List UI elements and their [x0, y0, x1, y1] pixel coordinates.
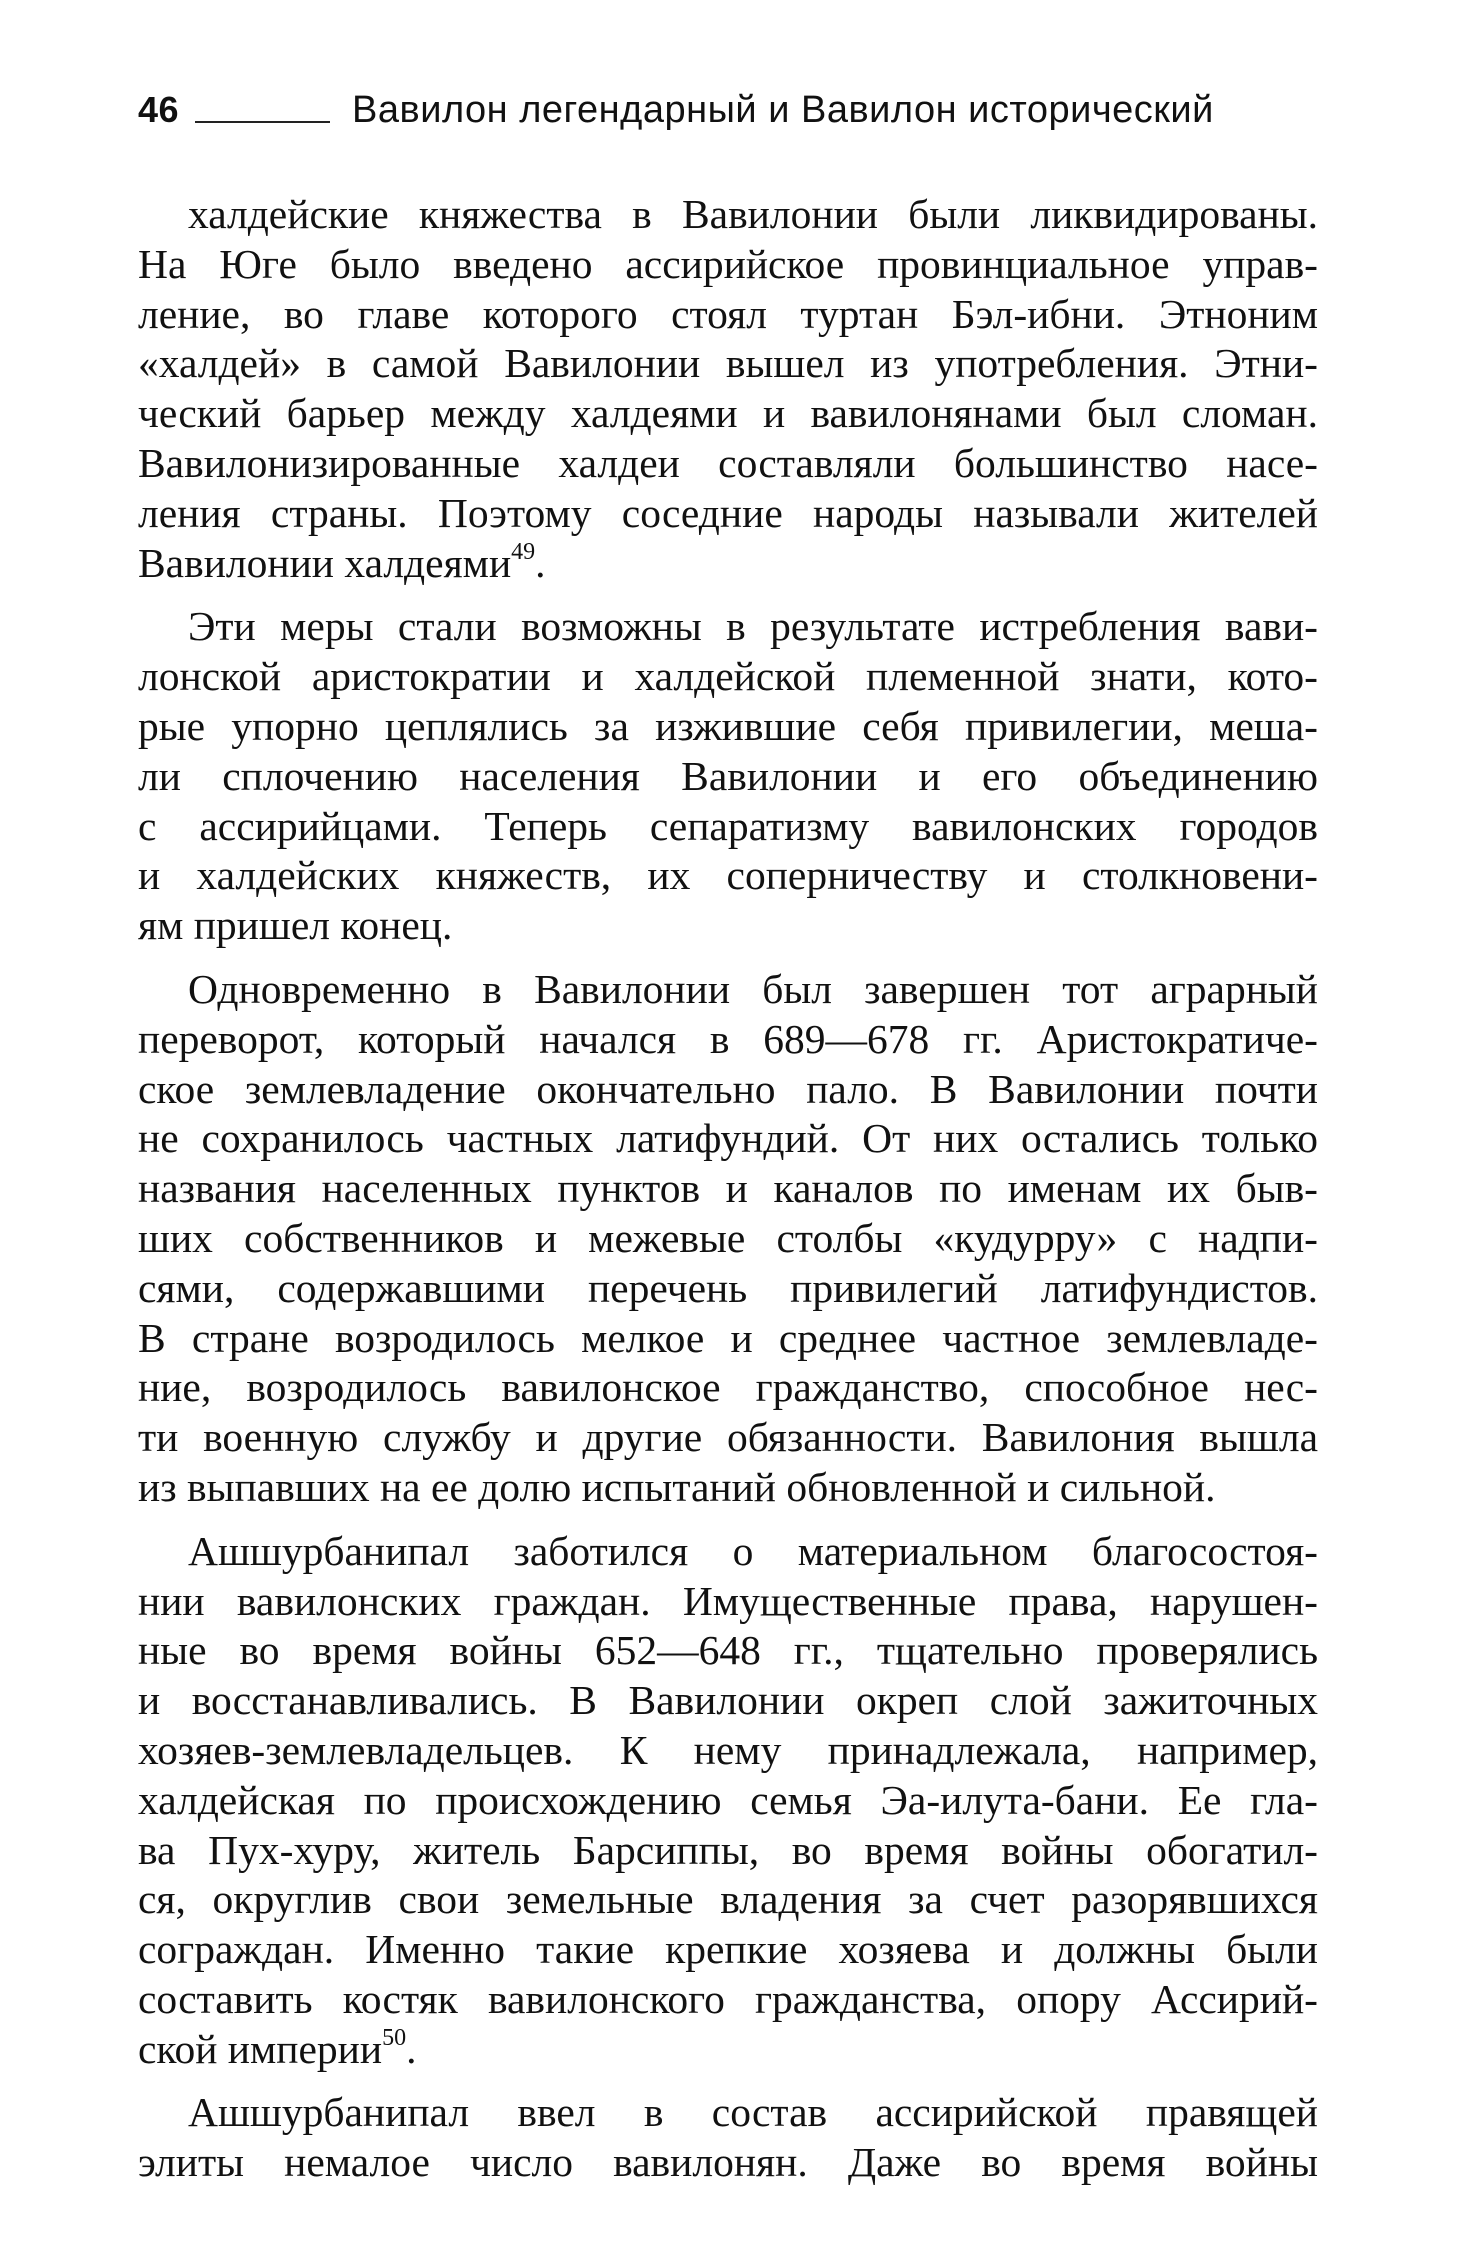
- text-line: [138, 1065, 1318, 1115]
- text-line: [138, 1463, 1318, 1513]
- line-text: Ашшурбанипал ввел в состав ассирийской правящей: [188, 2089, 1318, 2136]
- line-text: Одновременно в Вавилонии был завершен тот аграрный: [188, 965, 1318, 1012]
- text-line: [138, 1726, 1318, 1776]
- text-line: [138, 1314, 1318, 1364]
- text-line: [138, 1164, 1318, 1214]
- text-line: [138, 389, 1318, 439]
- sentence-end: .: [406, 2025, 417, 2072]
- line-text: названия населенных пунктов и каналов по именам их быв-: [138, 1165, 1318, 1212]
- line-text: халдейские княжества в Вавилонии были ликвидированы.: [188, 191, 1318, 237]
- text-line: [138, 752, 1318, 802]
- text-line: [138, 1363, 1318, 1413]
- line-text: Вавилонии халдеями: [138, 539, 512, 586]
- text-line: [138, 290, 1318, 340]
- line-text: переворот, который начался в 689—678 гг. Аристократиче-: [138, 1015, 1318, 1062]
- line-text: «халдей» в самой Вавилонии вышел из употребления. Этни-: [138, 340, 1318, 387]
- page-number: 46: [138, 89, 180, 130]
- line-text: Эти меры стали возможны в результате истребления вави-: [188, 603, 1318, 650]
- text-line: [138, 339, 1318, 389]
- line-text: ление, во главе которого стоял туртан Бэл-ибни. Этноним: [138, 290, 1318, 337]
- text-line: [138, 2088, 1318, 2138]
- text-line: [138, 1015, 1318, 1065]
- text-line: [138, 1214, 1318, 1264]
- line-text: ших собственников и межевые столбы «кудурру» с надпи-: [138, 1214, 1318, 1261]
- text-line: [138, 965, 1318, 1015]
- line-text: и халдейских княжеств, их соперничеству и столкновени-: [138, 852, 1318, 899]
- footnote-marker[interactable]: 49: [511, 538, 536, 565]
- text-line: [138, 2025, 1318, 2075]
- line-text: из выпавших на ее долю испытаний обновленной и сильной.: [138, 1463, 1216, 1510]
- line-text: Вавилонизированные халдеи составляли большинство насе-: [138, 439, 1318, 486]
- text-line: [138, 1826, 1318, 1876]
- running-title: Вавилон легендарный и Вавилон исторический: [352, 88, 1214, 131]
- text-line: [138, 1527, 1318, 1577]
- line-text: ления страны. Поэтому соседние народы называли жителей: [138, 489, 1318, 536]
- text-line: [138, 489, 1318, 539]
- line-text: нии вавилонских граждан. Имущественные права, нарушен-: [138, 1577, 1318, 1624]
- text-line: [138, 1114, 1318, 1164]
- footnote-marker[interactable]: 50: [382, 2024, 407, 2051]
- line-text: ческий барьер между халдеями и вавилонянами был сломан.: [138, 390, 1318, 437]
- line-text: Ашшурбанипал заботился о материальном благосостоя-: [188, 1527, 1318, 1574]
- paragraph: [138, 2088, 1318, 2188]
- line-text: На Юге было введено ассирийское провинциальное управ-: [138, 240, 1318, 287]
- text-line: [138, 1776, 1318, 1826]
- text-line: [138, 702, 1318, 752]
- line-text: сями, содержавшими перечень привилегий латифундистов.: [138, 1264, 1318, 1311]
- line-text: составить костяк вавилонского гражданства, опору Ассирий-: [138, 1975, 1318, 2022]
- line-text: с ассирийцами. Теперь сепаратизму вавилонских городов: [138, 802, 1318, 849]
- line-text: В стране возродилось мелкое и среднее частное землевладе-: [138, 1314, 1318, 1361]
- line-text: ние, возродилось вавилонское гражданство, способное нес-: [138, 1364, 1318, 1411]
- paragraph: [138, 602, 1318, 951]
- line-text: ям пришел конец.: [138, 902, 453, 949]
- text-line: [138, 539, 1318, 589]
- line-text: ской империи: [138, 2025, 383, 2072]
- text-line: [138, 1626, 1318, 1676]
- line-text: сограждан. Именно такие крепкие хозяева и должны были: [138, 1926, 1318, 1973]
- text-line: [138, 439, 1318, 489]
- text-line: [138, 240, 1318, 290]
- line-text: ти военную службу и другие обязанности. Вавилония вышла: [138, 1414, 1318, 1461]
- text-line: [138, 2138, 1318, 2188]
- paragraph: [138, 1527, 1318, 2075]
- line-text: ли сплочению населения Вавилонии и его объединению: [138, 752, 1318, 799]
- line-text: лонской аристократии и халдейской племенной знати, кото-: [138, 653, 1318, 700]
- line-text: хозяев-землевладельцев. К нему принадлежала, например,: [138, 1726, 1318, 1773]
- text-line: [138, 602, 1318, 652]
- body-text: [138, 190, 1318, 2188]
- text-line: [138, 190, 1318, 240]
- paragraph: [138, 965, 1318, 1513]
- line-text: и восстанавливались. В Вавилонии окреп слой зажиточных: [138, 1677, 1318, 1724]
- text-line: [138, 802, 1318, 852]
- line-text: ское землевладение окончательно пало. В Вавилонии почти: [138, 1065, 1318, 1112]
- text-line: [138, 652, 1318, 702]
- running-head: [138, 80, 1318, 140]
- book-page: [138, 80, 1318, 2202]
- text-line: [138, 1577, 1318, 1627]
- line-text: ные во время войны 652—648 гг., тщательно проверялись: [138, 1627, 1318, 1674]
- text-line: [138, 901, 1318, 951]
- text-line: [138, 1925, 1318, 1975]
- line-text: элиты немалое число вавилонян. Даже во время войны: [138, 2139, 1318, 2186]
- line-text: ва Пух-хуру, житель Барсиппы, во время войны обогатил-: [138, 1826, 1318, 1873]
- text-line: [138, 851, 1318, 901]
- line-text: рые упорно цеплялись за изжившие себя привилегии, меша-: [138, 702, 1318, 749]
- text-line: [138, 1264, 1318, 1314]
- paragraph: [138, 190, 1318, 588]
- text-line: [138, 1975, 1318, 2025]
- line-text: халдейская по происхождению семья Эа-илута-бани. Ее гла-: [138, 1776, 1318, 1823]
- text-line: [138, 1413, 1318, 1463]
- header-rule: [195, 121, 330, 123]
- line-text: ся, округлив свои земельные владения за счет разорявшихся: [138, 1876, 1318, 1923]
- text-line: [138, 1875, 1318, 1925]
- line-text: не сохранилось частных латифундий. От них остались только: [138, 1115, 1318, 1162]
- sentence-end: .: [535, 539, 546, 586]
- text-line: [138, 1676, 1318, 1726]
